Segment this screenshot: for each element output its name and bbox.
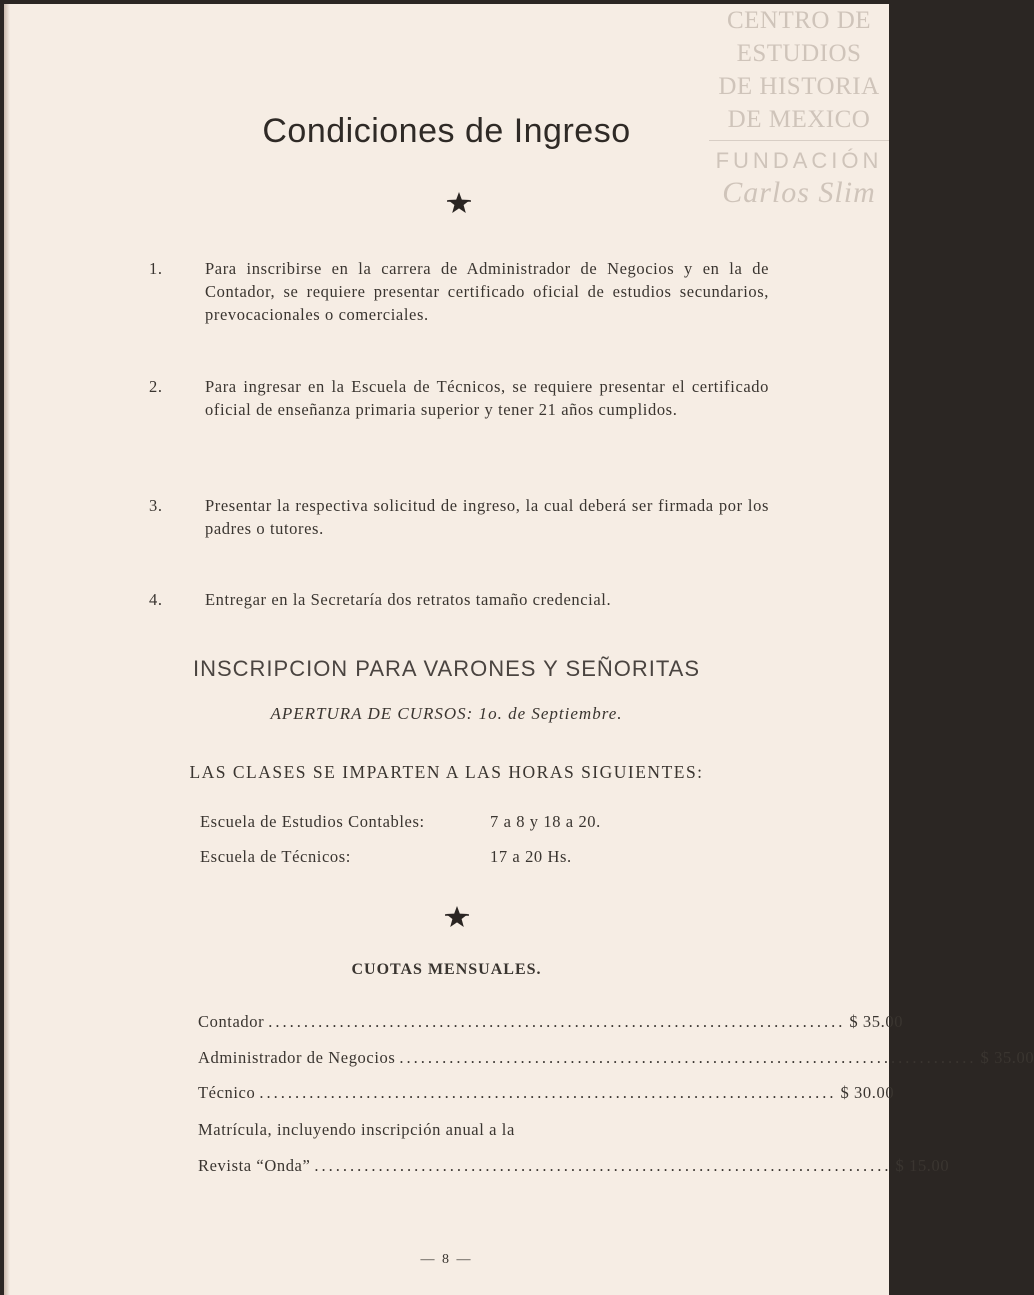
- dot-leader: .................................................................................: [268, 1012, 846, 1031]
- fee-label: Revista “Onda”: [198, 1156, 311, 1175]
- schedule-school: Escuela de Técnicos:: [200, 847, 351, 866]
- document-page: [4, 4, 1034, 1295]
- watermark-signature: Carlos Slim: [722, 176, 876, 209]
- schedule-hours: 7 a 8 y 18 a 20.: [490, 812, 601, 831]
- star-ornament-icon: [444, 904, 470, 930]
- condition-number: 2.: [149, 377, 163, 396]
- fee-label: Administrador de Negocios: [198, 1048, 396, 1067]
- page-edge-shadow: [4, 4, 10, 1295]
- watermark-line: CENTRO DE: [726, 7, 872, 34]
- page-title: Condiciones de Ingreso: [262, 112, 631, 150]
- fee-amount: $ 15.00: [895, 1156, 950, 1175]
- watermark: [709, 4, 889, 211]
- dot-leader: .................................................................................: [399, 1048, 977, 1067]
- condition-text: Presentar la respectiva solicitud de ingreso, la cual deberá ser firmada por los padres o tutores.: [205, 496, 769, 538]
- fee-row: [198, 1156, 950, 1176]
- schedule-school: Escuela de Estudios Contables:: [200, 812, 425, 831]
- fee-amount: $ 35.00: [980, 1048, 1034, 1067]
- fee-row: [198, 1012, 904, 1032]
- fee-note: Matrícula, incluyendo inscripción anual a la: [198, 1120, 515, 1139]
- watermark-line: DE HISTORIA: [718, 73, 880, 100]
- fee-label: Contador: [198, 1012, 265, 1031]
- condition-number: 4.: [149, 590, 163, 609]
- enrollment-heading: INSCRIPCION PARA VARONES Y SEÑORITAS: [192, 656, 701, 681]
- schedule-heading: LAS CLASES SE IMPARTEN A LAS HORAS SIGUIENTES:: [189, 762, 704, 782]
- dot-leader: .................................................................................: [259, 1083, 837, 1102]
- fee-label: Técnico: [198, 1083, 256, 1102]
- condition-number: 1.: [149, 259, 163, 278]
- page-number: — 8 —: [420, 1252, 473, 1267]
- fee-amount: $ 30.00: [840, 1083, 895, 1102]
- course-opening-date: APERTURA DE CURSOS: 1o. de Septiembre.: [270, 704, 623, 723]
- condition-text: Para inscribirse en la carrera de Administrador de Negocios y en la de Contador, se requiere presentar certificado oficial de estudios secundarios, prevocacionales o comerciales.: [205, 259, 769, 324]
- fee-row: [198, 1048, 1034, 1068]
- condition-text: Para ingresar en la Escuela de Técnicos, se requiere presentar el certificado oficial de enseñanza primaria superior y tener 21 años cumplidos.: [205, 377, 769, 419]
- dot-leader: .................................................................................: [314, 1156, 892, 1175]
- star-ornament-icon: [446, 190, 472, 216]
- watermark-line: DE MEXICO: [727, 106, 871, 133]
- schedule-hours: 17 a 20 Hs.: [490, 847, 572, 866]
- schedule-row: [200, 812, 601, 832]
- schedule-row: [200, 847, 572, 867]
- fees-heading: CUOTAS MENSUALES.: [351, 961, 542, 978]
- watermark-foundation: FUNDACIÓN: [715, 148, 883, 173]
- watermark-line: ESTUDIOS: [736, 40, 862, 67]
- fee-amount: $ 35.00: [849, 1012, 904, 1031]
- condition-text: Entregar en la Secretaría dos retratos tamaño credencial.: [205, 590, 612, 609]
- fee-row: [198, 1083, 895, 1103]
- condition-number: 3.: [149, 496, 163, 515]
